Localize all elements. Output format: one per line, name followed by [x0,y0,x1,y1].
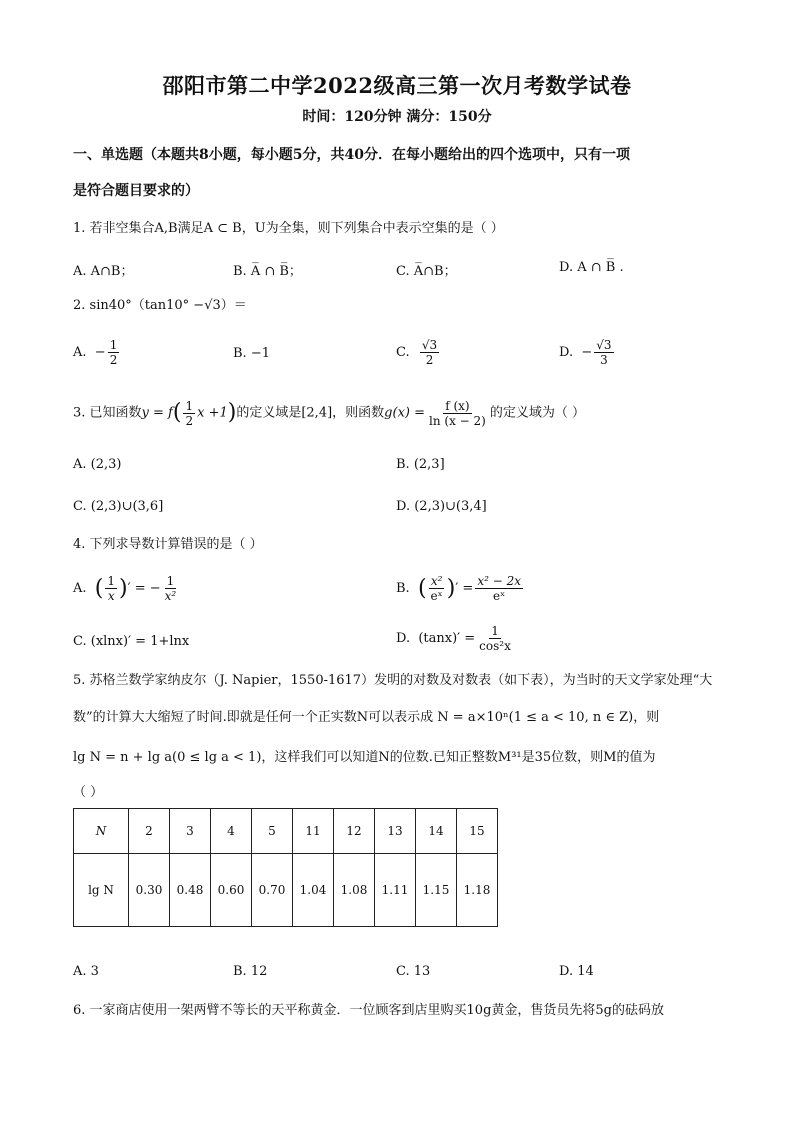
log-table [73,808,498,927]
q2-option-d[interactable]: D. − $\frac{√3}{3}$ [559,338,612,367]
q4-option-b[interactable]: B. ( $\frac{\text{x²}}{\text{eˣ}}$ )′ = $\frac{\text{x² − 2x}}{\text{eˣ}}$ [396,574,521,603]
q4-option-a[interactable]: A. ( $\frac{1}{x}$ )′ = − $\frac{1}{\text{x²}}$ [73,574,177,603]
q3-options-row2 [73,499,725,521]
q2-options [73,334,725,374]
q5-line2: 数”的计算大大缩短了时间.即就是任何一个正实数N可以表示成 N = a×10ⁿ(1 ≤ a < 10, n ∈ Z)，则 [73,710,660,725]
q1-option-c[interactable]: C. A̅∩B； [396,264,457,279]
q5-option-c[interactable]: C. 13 [396,964,431,979]
log-table-value-row [74,854,498,927]
table-cell: 0.60 [211,854,252,927]
table-cell: 1.15 [416,854,457,927]
q5-line4: （ ） [73,785,104,800]
table-cell: 2 [129,809,170,854]
q6-stem: 6. 一家商店使用一架两臂不等长的天平称黄金．一位顾客到店里购买10g黄金，售货员先将5g的砝码放 [73,1003,664,1018]
q5-line1: 5. 苏格兰数学家纳皮尔（J. Napier，1550-1617）发明的对数及对数表（如下表），为当时的天文学家处理“大 [73,673,713,688]
table-cell: 4 [211,809,252,854]
q4-options-row1 [73,570,725,614]
table-cell: 1.04 [293,854,334,927]
table-cell: 5 [252,809,293,854]
page-title: 邵阳市第二中学2022级高三第一次月考数学试卷 [162,73,632,98]
table-cell: 1.08 [334,854,375,927]
table-cell: N [74,809,129,854]
table-cell: 1.11 [375,854,416,927]
q2-stem: 2. sin40°（tan10° −√3）＝ [73,298,247,313]
table-cell: 0.70 [252,854,293,927]
q3-options-row1 [73,457,725,479]
q3-option-b[interactable]: B. (2,3] [396,457,445,472]
q4-options-row2 [73,624,725,664]
q1-options [73,260,725,282]
section-heading-line2: 是符合题目要求的） [73,183,199,199]
table-cell: 1.18 [457,854,498,927]
q2-c-fraction: $\frac{√3}{2}$ [421,338,438,367]
q3-stem: 3. 已知函数y = f( $\frac{1}{2}$ x +1)的定义域是[2,4]，则函数g(x) = $\frac{f (x)}{\ln (x - 2)}$ 的定义域为（ ） [73,398,585,428]
q4-stem: 4. 下列求导数计算错误的是（ ） [73,537,263,552]
q5-options [73,964,725,986]
q3-half-fraction: $\frac{1}{2}$ [185,398,194,428]
q1-option-a[interactable]: A. A∩B； [73,264,134,279]
table-cell: lg N [74,854,129,927]
table-cell: 3 [170,809,211,854]
q2-option-a[interactable]: A. − $\frac{1}{2}$ [73,338,118,367]
table-cell: 12 [334,809,375,854]
q3-option-c[interactable]: C. (2,3)∪(3,6] [73,499,164,514]
q2-option-b[interactable]: B. −1 [233,346,270,361]
q3-option-a[interactable]: A. (2,3) [73,457,122,472]
table-cell: 13 [375,809,416,854]
q5-option-a[interactable]: A. 3 [73,964,99,979]
table-cell: 14 [416,809,457,854]
q4-option-c[interactable]: C. (xlnx)′ = 1+lnx [73,634,190,649]
q5-option-d[interactable]: D. 14 [559,964,594,979]
section-heading-line1: 一、单选题（本题共8小题，每小题5分，共40分．在每小题给出的四个选项中，只有一项 [73,147,630,163]
q2-d-fraction: $\frac{√3}{3}$ [596,338,612,367]
q3-option-d[interactable]: D. (2,3)∪(3,4] [396,499,487,514]
q3-g-fraction: $\frac{f (x)}{\ln (x - 2)}$ [429,398,486,428]
q2-a-fraction: $\frac{1}{2}$ [109,338,118,367]
q1-option-d[interactable]: D. A ∩ B̅ . [559,260,624,275]
q5-option-b[interactable]: B. 12 [233,964,268,979]
q2-option-c[interactable]: C. $\frac{√3}{2}$ [396,338,438,367]
q4-option-d[interactable]: D. (tanx)′ = $\frac{1}{\text{cos²x}}$ [396,624,511,653]
q5-line3: lg N = n + lg a(0 ≤ lg a < 1)，这样我们可以知道N的位数.已知正整数M³¹是35位数，则M的值为 [73,750,656,765]
table-cell: 11 [293,809,334,854]
q1-option-b[interactable]: B. A̅ ∩ B̅； [233,264,302,279]
q1-stem: 1. 若非空集合A,B满足A ⊂ B，U为全集，则下列集合中表示空集的是（ ） [73,221,504,236]
table-cell: 0.48 [170,854,211,927]
log-table-header-row [74,809,498,854]
table-cell: 15 [457,809,498,854]
exam-time-score: 时间：120分钟 满分：150分 [302,109,492,125]
table-cell: 0.30 [129,854,170,927]
